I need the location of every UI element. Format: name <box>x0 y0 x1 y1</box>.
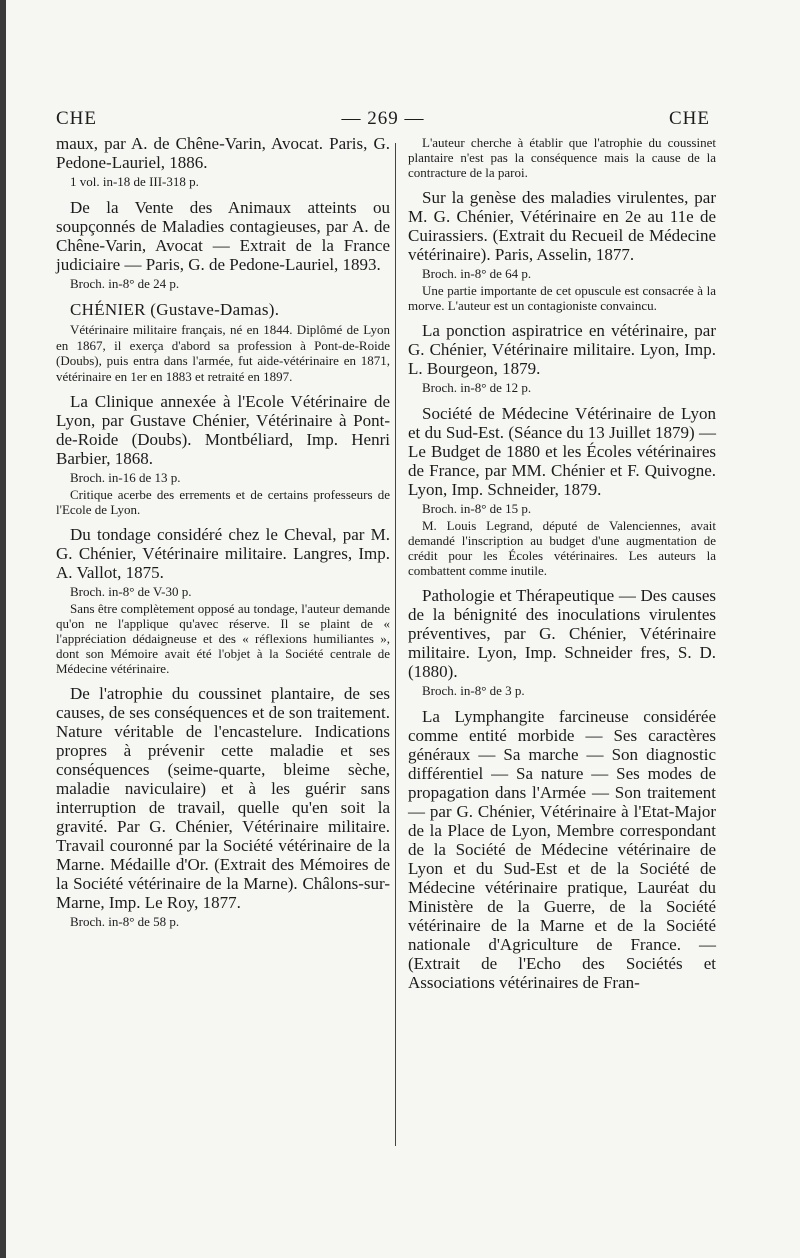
header-left: CHE <box>56 108 97 129</box>
entry-title: Sur la genèse des maladies virulentes, par M. G. Chénier, Vétérinaire en 2e au 11e de Cuirassiers. (Extrait du Recueil de Médecine vétérinaire). Paris, Asselin, 1877. <box>408 188 716 264</box>
entry-note: Critique acerbe des errements et de certains professeurs de l'Ecole de Lyon. <box>56 487 390 517</box>
entry <box>408 586 716 699</box>
entry-title: Du tondage considéré chez le Cheval, par M. G. Chénier, Vétérinaire militaire. Langres, Imp. A. Vallot, 1875. <box>56 525 390 582</box>
entry <box>408 321 716 396</box>
entry-note: L'auteur cherche à établir que l'atrophie du coussinet plantaire n'est pas la conséquence mais la cause de la contracture de la paroi. <box>408 135 716 180</box>
entry <box>56 198 390 292</box>
page-number: — 269 — <box>341 108 425 129</box>
entry-format: Broch. in-8° de V-30 p. <box>70 584 192 599</box>
entry-title: La Lymphangite farcineuse considérée comme entité morbide — Ses caractères généraux — Sa marche — Son diagnostic différentiel — Sa nature — Ses modes de propagation dans l'Armée — Son traitement — par G. Chénier, Vétérinaire à l'Etat-Major de la Place de Lyon, Membre correspondant de la Société de Médecine vétérinaire de Lyon et du Sud-Est et de la Société de Médecine vétérinaire pratique, Lauréat du Ministère de la Guerre, de la Société vétérinaire de la Marne et de la Société nationale d'Agriculture de France. — (Extrait de l'Echo des Sociétés et Associations vétérinaires de Fran- <box>408 707 716 992</box>
entry-title: De la Vente des Animaux atteints ou soupçonnés de Maladies contagieuses, par A. de Chêne-Varin, Avocat — Extrait de la France judiciaire — Paris, G. de Pedone-Lauriel, 1893. <box>56 198 390 274</box>
entry <box>408 135 716 180</box>
entry <box>56 134 390 190</box>
entry-format: Broch. in-8° de 58 p. <box>70 914 180 929</box>
entry-format: Broch. in-8° de 15 p. <box>422 501 532 516</box>
entry <box>408 188 716 313</box>
entry-note: M. Louis Legrand, député de Valenciennes, avait demandé l'inscription au budget d'une augmentation de crédit pour les Écoles vétérinaires. Les auteurs la combattent comme inutile. <box>408 518 716 578</box>
author-heading: CHÉNIER (Gustave-Damas). <box>70 300 280 319</box>
entry-title: Pathologie et Thérapeutique — Des causes de la bénignité des inoculations virulentes préventives, par G. Chénier, Vétérinaire militaire. Lyon, Imp. Schneider fres, S. D. (1880). <box>408 586 716 681</box>
entry-format: 1 vol. in-18 de III-318 p. <box>70 174 199 189</box>
entry-format: Broch. in-16 de 13 p. <box>70 470 181 485</box>
entry-title: Société de Médecine Vétérinaire de Lyon et du Sud-Est. (Séance du 13 Juillet 1879) — Le Budget de 1880 et les Écoles vétérinaires de France, par MM. Chénier et F. Quivogne. Lyon, Imp. Schneider, 1879. <box>408 404 716 499</box>
entry <box>408 404 716 578</box>
author-bio: Vétérinaire militaire français, né en 1844. Diplômé de Lyon en 1867, il exerça d'abord sa profession à Pont-de-Roide (Doubs), puis entra dans l'armée, fut aide-vétérinaire en 1871, vétérinaire en 1er en 1883 et retraité en 1897. <box>56 322 390 384</box>
entry-format: Broch. in-8° de 64 p. <box>422 266 532 281</box>
header-right: CHE <box>669 108 710 129</box>
column-divider <box>395 143 396 1146</box>
entry <box>56 684 390 930</box>
author-entry <box>56 300 390 384</box>
entry-title: La ponction aspiratrice en vétérinaire, par G. Chénier, Vétérinaire militaire. Lyon, Imp. L. Bourgeon, 1879. <box>408 321 716 378</box>
entry <box>56 392 390 517</box>
entry-note: Sans être complètement opposé au tondage, l'auteur demande qu'on ne l'applique qu'avec réserve. Il se plaint de « l'appréciation dédaigneuse et des « réflexions humiliantes », dont son Mémoire avait été l'objet à la Société centrale de Médecine vétérinaire. <box>56 601 390 676</box>
entry-title: maux, par A. de Chêne-Varin, Avocat. Paris, G. Pedone-Lauriel, 1886. <box>56 134 390 172</box>
entry <box>56 525 390 676</box>
running-header <box>56 108 710 134</box>
entry-format: Broch. in-8° de 12 p. <box>422 380 532 395</box>
entry-note: Une partie importante de cet opuscule est consacrée à la morve. L'auteur est un contagioniste convaincu. <box>408 283 716 313</box>
entry-format: Broch. in-8° de 3 p. <box>422 683 525 698</box>
entry <box>408 707 716 992</box>
entry-format: Broch. in-8° de 24 p. <box>70 276 180 291</box>
right-column <box>408 134 716 1000</box>
entry-title: De l'atrophie du coussinet plantaire, de ses causes, de ses conséquences et de son traitement. Nature véritable de l'encastelure. Indications propres à prévenir cette maladie et ses conséquences (seime-quarte, bleime sèche, maladie naviculaire) et à les guérir sans interruption de travail, quelle qu'en soit la gravité. Par G. Chénier, Vétérinaire militaire. Travail couronné par la Société vétérinaire de la Marne. Médaille d'Or. (Extrait des Mémoires de la Société vétérinaire de la Marne). Châlons-sur-Marne, Imp. Le Roy, 1877. <box>56 684 390 912</box>
left-column <box>56 134 390 938</box>
entry-title: La Clinique annexée à l'Ecole Vétérinaire de Lyon, par Gustave Chénier, Vétérinaire à Pont-de-Roide (Doubs). Montbéliard, Imp. Henri Barbier, 1868. <box>56 392 390 468</box>
